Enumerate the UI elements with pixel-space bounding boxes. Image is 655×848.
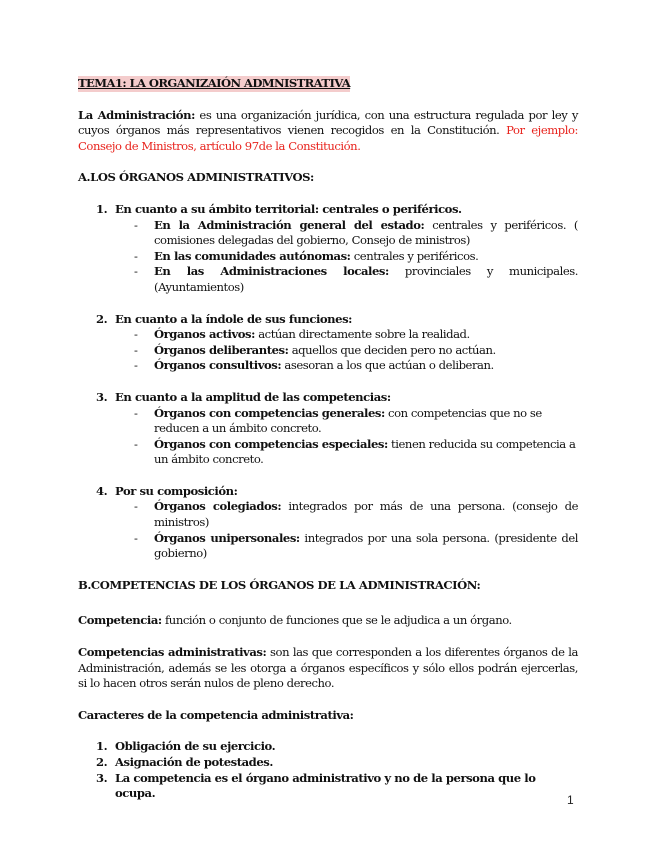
bullet-item: - Órganos activos: actúan directamente sobre la realidad. — [134, 327, 470, 342]
competencia-paragraph — [78, 613, 578, 629]
bullet-text: provinciales y municipales. (Ayuntamientos) — [154, 264, 579, 294]
list-item-number: 3. — [96, 770, 108, 785]
bullet-term: En la Administración general del estado: — [154, 217, 425, 232]
bullet-term: Órganos activos: — [154, 327, 255, 342]
caracteres-heading: Caracteres de la competencia administrativa: — [78, 707, 354, 722]
list-item — [78, 202, 578, 296]
bullet-text: centrales y periféricos. ( comisiones delegadas del gobierno, Consejo de ministros) — [154, 217, 578, 248]
competencia-text: función o conjunto de funciones que se le adjudica a un órgano. — [161, 613, 512, 628]
list-item — [78, 312, 578, 374]
section-a-heading: A.LOS ÓRGANOS ADMINISTRATIVOS: — [78, 170, 314, 185]
list-item-text: Obligación de su ejercicio. — [115, 739, 276, 754]
bullet-text: centrales y periféricos. — [350, 248, 479, 263]
list-item — [78, 484, 578, 562]
bullet-term: Órganos con competencias generales: — [154, 405, 385, 420]
list-item-title — [78, 202, 578, 218]
list-item — [78, 739, 578, 755]
list-item — [78, 390, 578, 468]
competencia-term: Competencia: — [78, 613, 162, 628]
section-b-heading: B.COMPETENCIAS DE LOS ÓRGANOS DE LA ADMINISTRACIÓN: — [78, 577, 481, 592]
list-item-number: 1. — [96, 201, 108, 216]
bullet-text: tienen reducida su competencia a un ámbito concreto. — [154, 436, 576, 467]
bullet-item: - Órganos deliberantes: aquellos que deciden pero no actúan. — [134, 342, 496, 357]
competencias-adm-term: Competencias administrativas: — [78, 645, 267, 660]
competencias-adm-paragraph — [78, 645, 578, 692]
list-item-number: 2. — [96, 755, 108, 769]
bullet-term: Órganos unipersonales: — [154, 530, 300, 545]
list-item-text: Asignación de potestades. — [115, 755, 273, 769]
competencias-adm-text: son las que corresponden a los diferentes órganos de la Administración, además se les otorga a órganos específicos y sólo ellos podrán ejercerlas, si lo hacen otros serán nulos de pleno derecho. — [78, 645, 578, 691]
bullet-term: En las comunidades autónomas: — [154, 248, 351, 263]
list-item-title — [78, 390, 578, 406]
list-item-title-text: En cuanto a la amplitud de las competencias: — [115, 389, 391, 404]
list-item-title-text: En cuanto a su ámbito territorial: centrales o periféricos. — [115, 201, 462, 216]
bullet-item: - Órganos con competencias especiales: tienen reducida su competencia a un ámbito concreto. — [134, 436, 576, 467]
bullet-item: - Órganos consultivos: asesoran a los que actúan o deliberan. — [134, 358, 494, 373]
intro-term: La Administración: — [78, 107, 195, 122]
bullet-item: - Órganos con competencias generales: con competencias que no se reducen a un ámbito concreto. — [134, 405, 542, 436]
bullet-item: - En la Administración general del estado: centrales y periféricos. ( comisiones delegadas del gobierno, Consejo de ministros) — [134, 217, 578, 248]
list-item — [78, 771, 578, 802]
list-item-title — [78, 312, 578, 328]
bullet-text: actúan directamente sobre la realidad. — [254, 327, 470, 342]
page-title: TEMA1: LA ORGANIZAIÓN ADMNISTRATIVA — [78, 76, 351, 90]
caracteres-list — [78, 739, 578, 801]
bullet-text: aquellos que deciden pero no actúan. — [288, 342, 496, 357]
list-item-text: La competencia es el órgano administrativo y no de la persona que lo ocupa. — [115, 770, 536, 801]
bullet-text: integrados por una sola persona. (presidente del gobierno) — [154, 530, 578, 561]
bullet-text: con competencias que no se reducen a un ámbito concreto. — [154, 405, 542, 436]
bullet-item: - Órganos unipersonales: integrados por una sola persona. (presidente del gobierno) — [134, 530, 578, 561]
list-item-number: 4. — [96, 483, 108, 498]
list-item-number: 1. — [96, 739, 108, 754]
page-number: 1 — [567, 793, 574, 807]
list-item-title — [78, 484, 578, 500]
bullet-item: - En las Administraciones locales: provinciales y municipales. (Ayuntamientos) — [134, 264, 579, 294]
list-item-title-text: En cuanto a la índole de sus funciones: — [115, 311, 352, 326]
list-item-number: 2. — [96, 311, 108, 326]
bullet-item: - En las comunidades autónomas: centrales y periféricos. — [134, 248, 479, 263]
bullet-term: Órganos colegiados: — [154, 499, 282, 514]
list-item-title-text: Por su composición: — [115, 483, 238, 498]
bullet-term: Órganos con competencias especiales: — [154, 436, 388, 451]
title-line — [78, 76, 578, 92]
bullet-term: Órganos consultivos: — [154, 358, 282, 373]
list-item — [78, 755, 578, 771]
bullet-term: Órganos deliberantes: — [154, 342, 289, 357]
bullet-term: En las Administraciones locales: — [154, 264, 389, 279]
bullet-text: integrados por más de una persona. (consejo de ministros) — [154, 499, 578, 530]
document-body — [78, 76, 578, 802]
intro-example: Por ejemplo: Consejo de Ministros, artículo 97de la Constitución. — [78, 123, 578, 153]
bullet-text: asesoran a los que actúan o deliberan. — [281, 358, 494, 373]
bullet-item: - Órganos colegiados: integrados por más de una persona. (consejo de ministros) — [134, 499, 578, 530]
intro-paragraph — [78, 108, 578, 155]
intro-text: es una organización jurídica, con una estructura regulada por ley y cuyos órganos más representativos vienen recogidos en la Constitución. — [78, 107, 578, 138]
list-item-number: 3. — [96, 389, 108, 404]
